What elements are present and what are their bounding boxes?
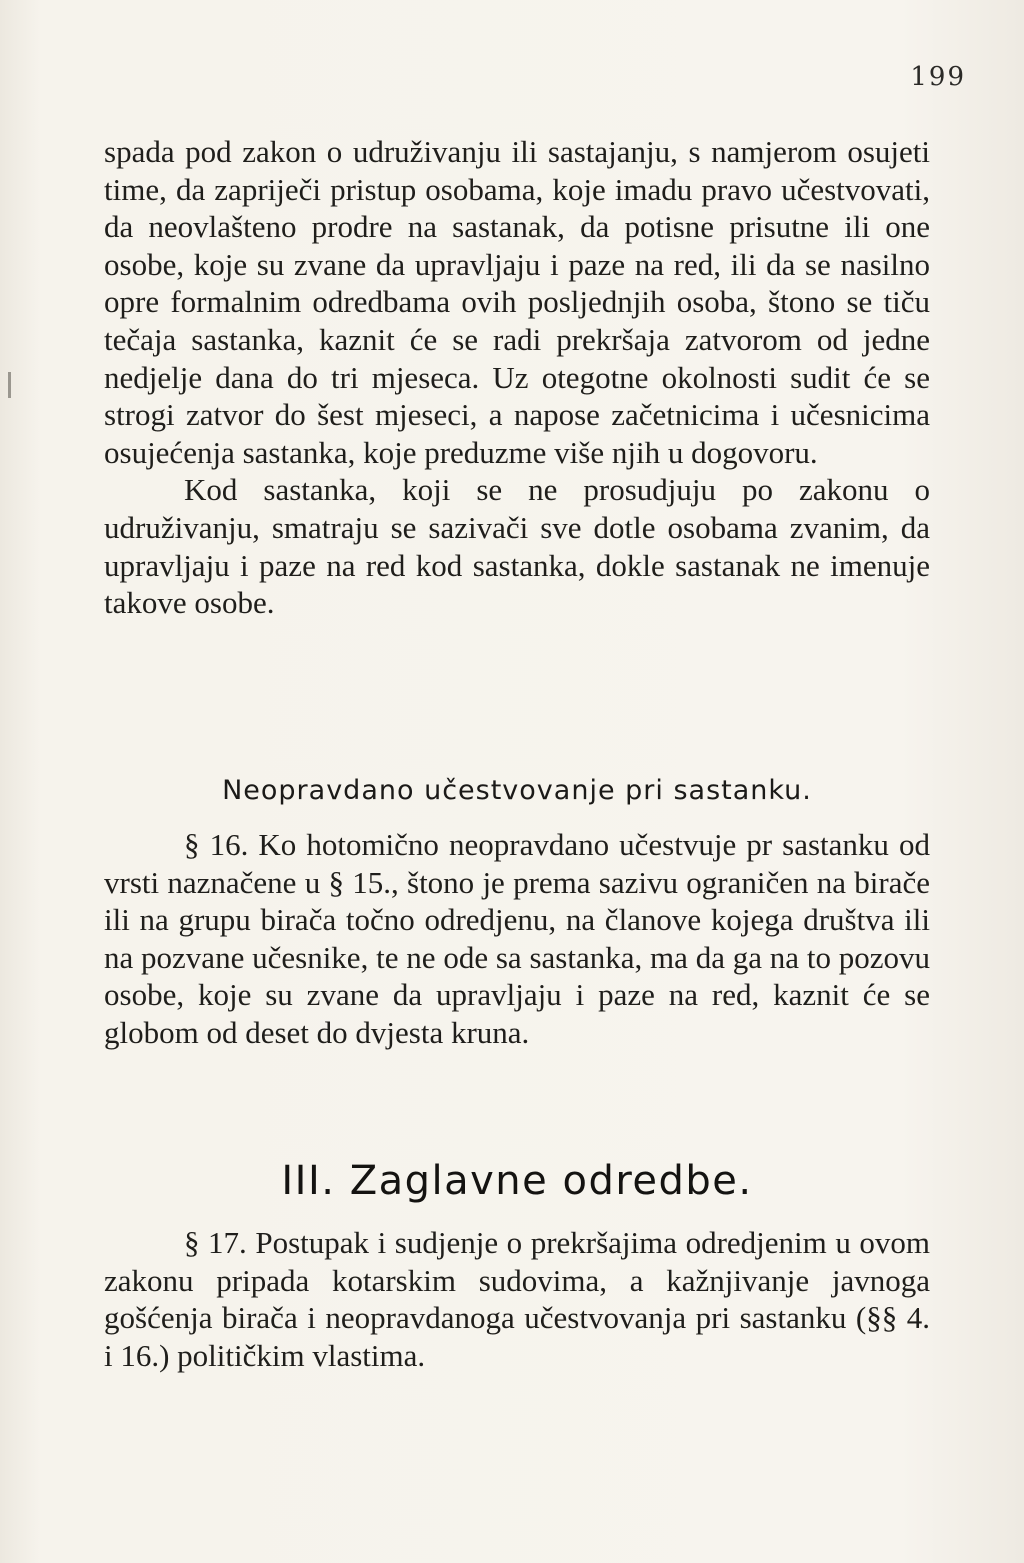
text-section-paragraph-16 [104,826,930,1052]
paragraph-continuation: spada pod zakon o udruživanju ili sastajanju, s namjerom osujeti time, da zapriječi pristup osobama, koje imadu pravo učestvovati, da neovlašteno prodre na sastanak, da potisne prisutne ili one osobe, koje su zvane da upravljaju i paze na red, ili da se nasilno opre formalnim odredbama ovih posljednjih osoba, štono se tiču tečaja sastanka, kaznit će se radi prekršaja zatvorom od jedne nedjelje dana do tri mjeseca. Uz otegotne okolnosti sudit će se strogi zatvor do šest mjeseci, a napose začetnicima i učesnicima osujećenja sastanka, koje preduzme više njih u dogovoru. [104,134,930,470]
chapter-heading-zaglavne-odredbe: III. Zaglavne odredbe. [281,1158,753,1204]
margin-mark [8,372,11,398]
section-heading-neopravdano: Neopravdano učestvovanje pri sastanku. [222,775,812,806]
page-number: 199 [910,62,966,92]
paragraph-17: § 17. Postupak i sudjenje o prekršajima odredjenim u ovom zakonu pripada kotarskim sudovima, a kažnjivanje javnoga gošćenja birača i neopravdanoga učestvovanja pri sastanku (§§ 4. i 16.) političkim vlastima. [104,1225,930,1373]
text-section-continuation [104,133,930,622]
paragraph-16: § 16. Ko hotomično neopravdano učestvuje pr sastanku od vrsti naznačene u § 15., štono je prema sazivu ograničen na birače ili na grupu birača točno odredjenu, na članove kojega društva ili na pozvane učesnike, te ne ode sa sastanka, ma da ga na to pozovu osobe, koje su zvane da upravljaju i paze na red, kaznit će se globom od deset do dvjesta kruna. [104,827,930,1050]
paragraph-sastanak-sazivaci: Kod sastanka, koji se ne prosudjuju po zakonu o udruživanju, smatraju se sazivači sve dotle osobama zvanim, da upravljaju i paze na red kod sastanka, dokle sastanak ne imenuje takove osobe. [104,472,930,621]
text-section-paragraph-17 [104,1224,930,1374]
